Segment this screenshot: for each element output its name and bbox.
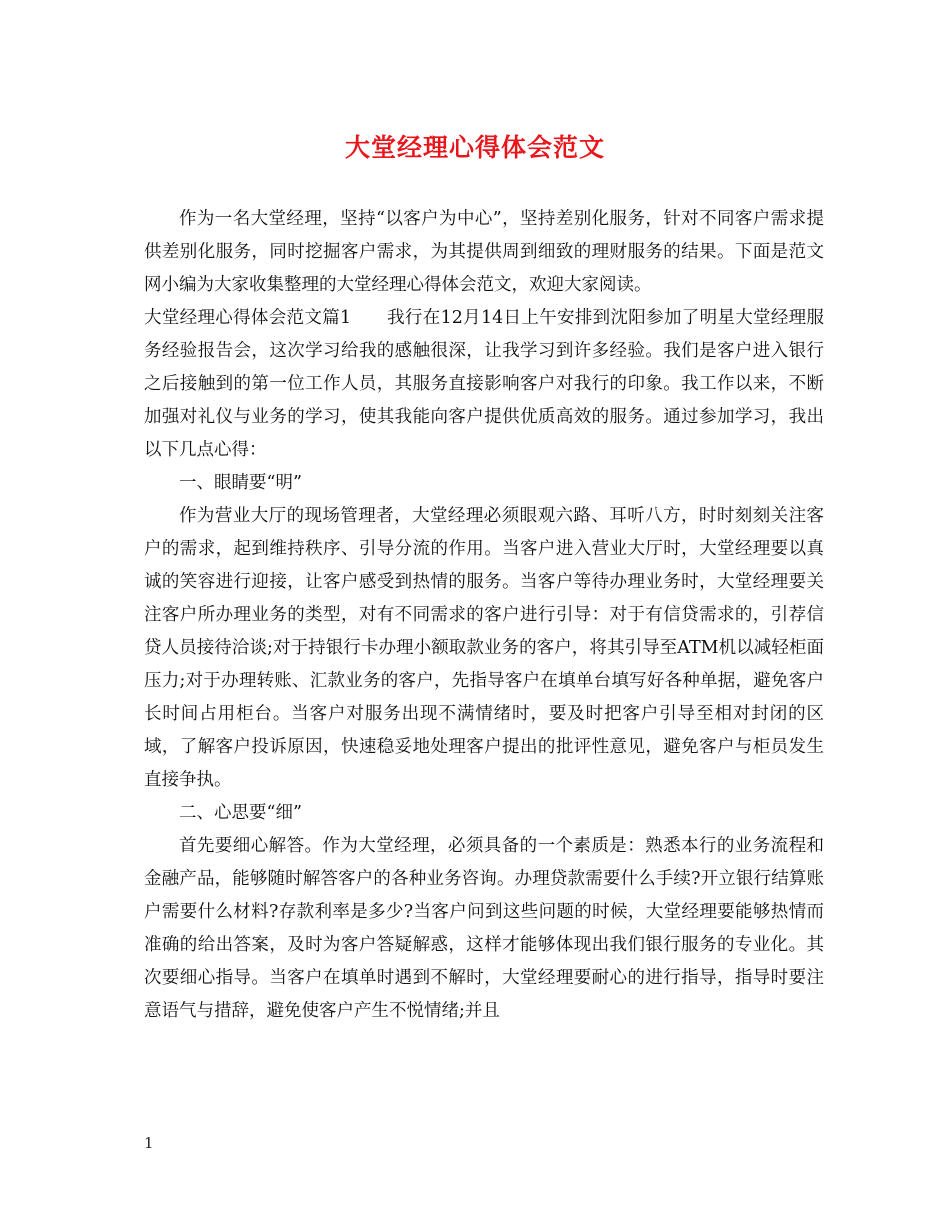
- heading-mind: 二、心思要“细”: [179, 803, 302, 823]
- intro-paragraph: 作为一名大堂经理，坚持“以客户为中心”，坚持差别化服务，针对不同客户需求提供差别化服务，同时挖掘客户需求，为其提供周到细致的理财服务的结果。下面是范文网小编为大家收集整理的大堂经理心得体会范文，欢迎大家阅读。: [144, 209, 824, 295]
- heading-eyes: 一、眼睛要“明”: [179, 473, 302, 493]
- section-paragraph-1: 大堂经理心得体会范文篇1 我行在12月14日上午安排到沈阳参加了明星大堂经理服务经验报告会，这次学习给我的感触很深，让我学习到许多经验。我们是客户进入银行之后接触到的第一位工作人员，其服务直接影响客户对我行的印象。我工作以来，不断加强对礼仪与业务的学习，使其我能向客户提供优质高效的服务。通过参加学习，我出以下几点心得：: [144, 308, 824, 460]
- page-number: 1: [144, 1134, 154, 1152]
- document-body: [144, 203, 824, 1028]
- paragraph-mind: 首先要细心解答。作为大堂经理，必须具备的一个素质是：熟悉本行的业务流程和金融产品，能够随时解答客户的各种业务咨询。办理贷款需要什么手续?开立银行结算账户需要什么材料?存款利率是多少?当客户问到这些问题的时候，大堂经理要能够热情而准确的给出答案，及时为客户答疑解惑，这样才能够体现出我们银行服务的专业化。其次要细心指导。当客户在填单时遇到不解时，大堂经理要耐心的进行指导，指导时要注意语气与措辞，避免使客户产生不悦情绪;并且: [144, 836, 824, 1021]
- paragraph-eyes: 作为营业大厅的现场管理者，大堂经理必须眼观六路、耳听八方，时时刻刻关注客户的需求，起到维持秩序、引导分流的作用。当客户进入营业大厅时，大堂经理要以真诚的笑容进行迎接，让客户感受到热情的服务。当客户等待办理业务时，大堂经理要关注客户所办理业务的类型，对有不同需求的客户进行引导：对于有信贷需求的，引荐信贷人员接待洽谈;对于持银行卡办理小额取款业务的客户，将其引导至ATM机以减轻柜面压力;对于办理转账、汇款业务的客户，先指导客户在填单台填写好各种单据，避免客户长时间占用柜台。当客户对服务出现不满情绪时，要及时把客户引导至相对封闭的区域，了解客户投诉原因，快速稳妥地处理客户提出的批评性意见，避免客户与柜员发生直接争执。: [144, 506, 824, 790]
- document-title: 大堂经理心得体会范文: [344, 133, 605, 162]
